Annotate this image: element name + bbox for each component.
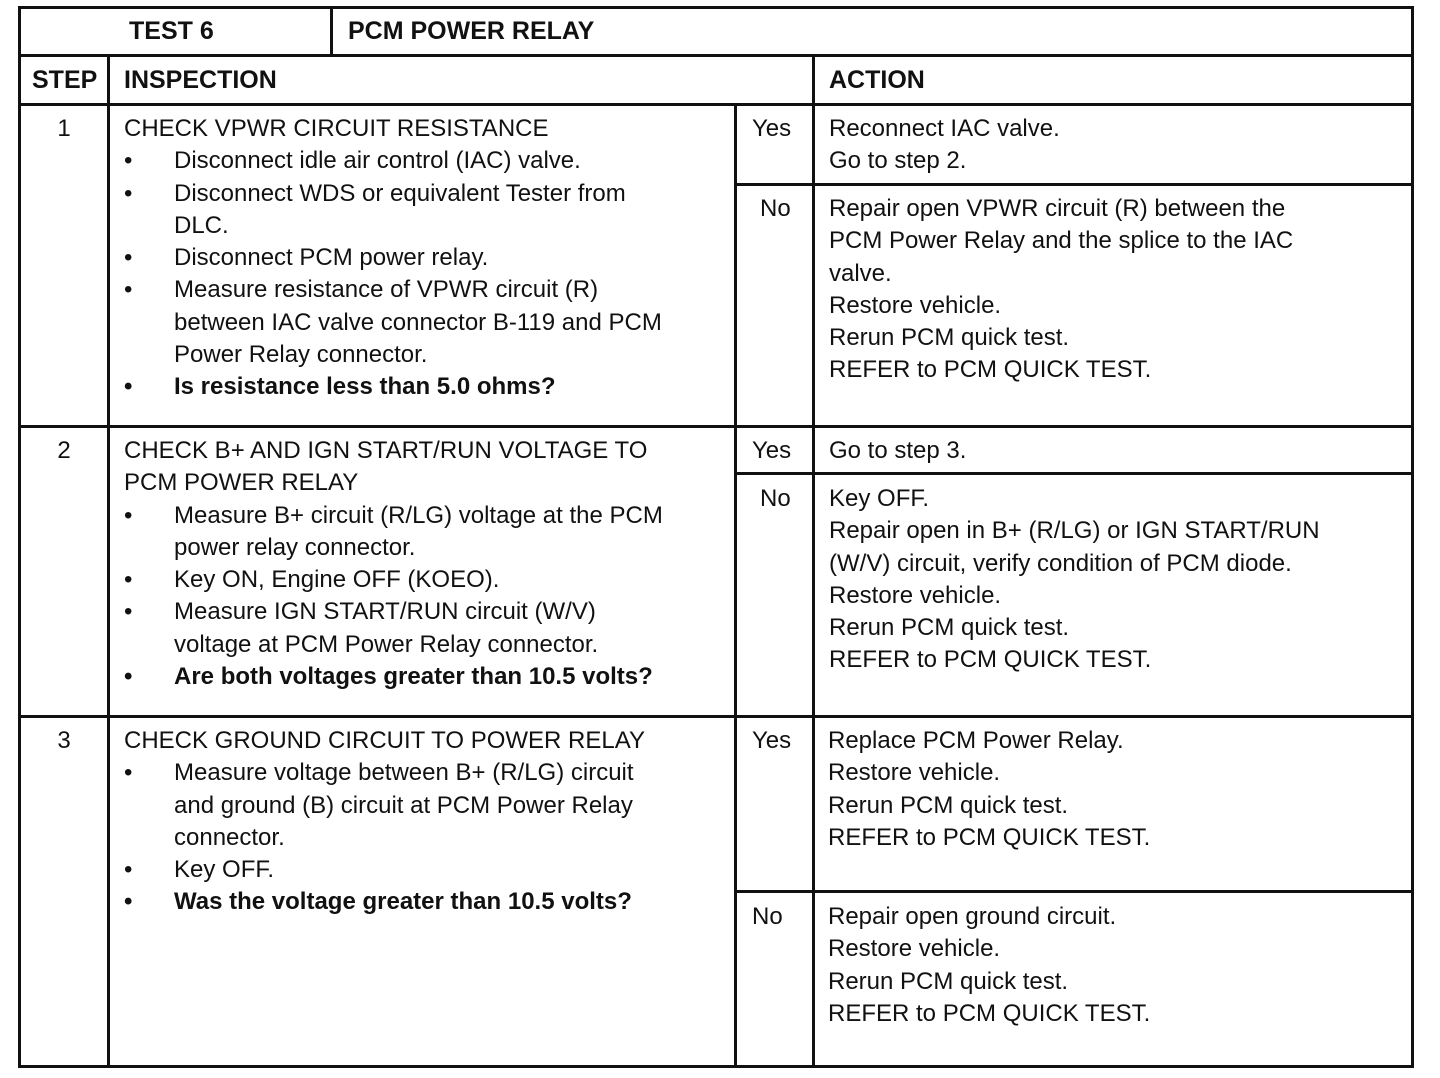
inspection-question: • Are both voltages greater than 10.5 volts? [124,661,732,693]
test-label: TEST 6 [129,17,214,45]
column-header-rule [18,103,1414,106]
no-label: No [760,195,791,222]
header-rule [18,54,1414,57]
yes-label: Yes [752,115,792,142]
no-action: Repair open VPWR circuit (R) between the PCM Power Relay and the splice to the IAC valve. Restore vehicle. Rerun PCM quick test. REFER to PCM QUICK TEST. [829,195,1294,384]
inspection-cell [124,113,732,404]
inspection-title: CHECK VPWR CIRCUIT RESISTANCE [124,115,549,142]
yes-action: Go to step 3. [829,437,967,464]
inspection-bullets [124,145,732,403]
yes-label: Yes [752,727,792,754]
no-action: Repair open ground circuit. Restore vehicle. Rerun PCM quick test. REFER to PCM QUICK TEST. [828,903,1151,1027]
answer-column-divider [734,103,737,1068]
yes-action: Replace PCM Power Relay. Restore vehicle. Rerun PCM quick test. REFER to PCM QUICK TEST. [828,727,1151,851]
list-item: • Key OFF. [124,854,732,886]
inspection-bullets [124,500,732,694]
table-border-left [18,6,21,1068]
step-1-rule [18,425,1414,428]
inspection-question: • Was the voltage greater than 10.5 volts? [124,886,732,918]
yes-action: Reconnect IAC valve. Go to step 2. [829,115,1060,175]
yes-label: Yes [752,437,792,464]
test-title: PCM POWER RELAY [348,17,595,45]
list-item: • Disconnect WDS or equivalent Tester from DLC. [124,178,732,243]
step-3-yes-no-rule [736,890,1414,893]
inspection-title: CHECK GROUND CIRCUIT TO POWER RELAY [124,727,645,754]
table-border-bottom [18,1065,1414,1068]
column-header-action: ACTION [829,66,925,94]
inspection-question: • Is resistance less than 5.0 ohms? [124,371,732,403]
step-2-rule [18,715,1414,718]
column-header-inspection: INSPECTION [124,66,277,94]
no-label: No [752,903,783,930]
step-column-divider [107,54,110,1068]
step-2-yes-no-rule [736,472,1414,475]
list-item: • Disconnect PCM power relay. [124,242,732,274]
list-item: • Measure voltage between B+ (R/LG) circuit and ground (B) circuit at PCM Power Relay connector. [124,757,732,854]
no-label: No [760,485,791,512]
step-number: 3 [57,727,71,754]
list-item: • Measure IGN START/RUN circuit (W/V) voltage at PCM Power Relay connector. [124,596,732,661]
step-number: 2 [57,437,71,464]
list-item: • Measure resistance of VPWR circuit (R) between IAC valve connector B-119 and PCM Power Relay connector. [124,274,732,371]
title-divider [330,6,333,57]
diagnostic-test-table [18,6,1414,1068]
inspection-bullets [124,757,732,918]
column-header-step: STEP [32,66,98,94]
action-column-divider [812,54,815,1068]
no-action: Key OFF. Repair open in B+ (R/LG) or IGN START/RUN (W/V) circuit, verify condition of PCM diode. Restore vehicle. Rerun PCM quick test. REFER to PCM QUICK TEST. [829,485,1320,674]
inspection-cell [124,435,732,693]
table-border-top [18,6,1414,9]
list-item: • Key ON, Engine OFF (KOEO). [124,564,732,596]
list-item: • Measure B+ circuit (R/LG) voltage at the PCM power relay connector. [124,500,732,565]
step-number: 1 [57,115,71,142]
inspection-cell [124,725,732,919]
list-item: • Disconnect idle air control (IAC) valve. [124,145,732,177]
table-border-right [1411,6,1414,1068]
step-1-yes-no-rule [736,183,1414,186]
inspection-title: CHECK B+ AND IGN START/RUN VOLTAGE TO PCM POWER RELAY [124,437,648,497]
